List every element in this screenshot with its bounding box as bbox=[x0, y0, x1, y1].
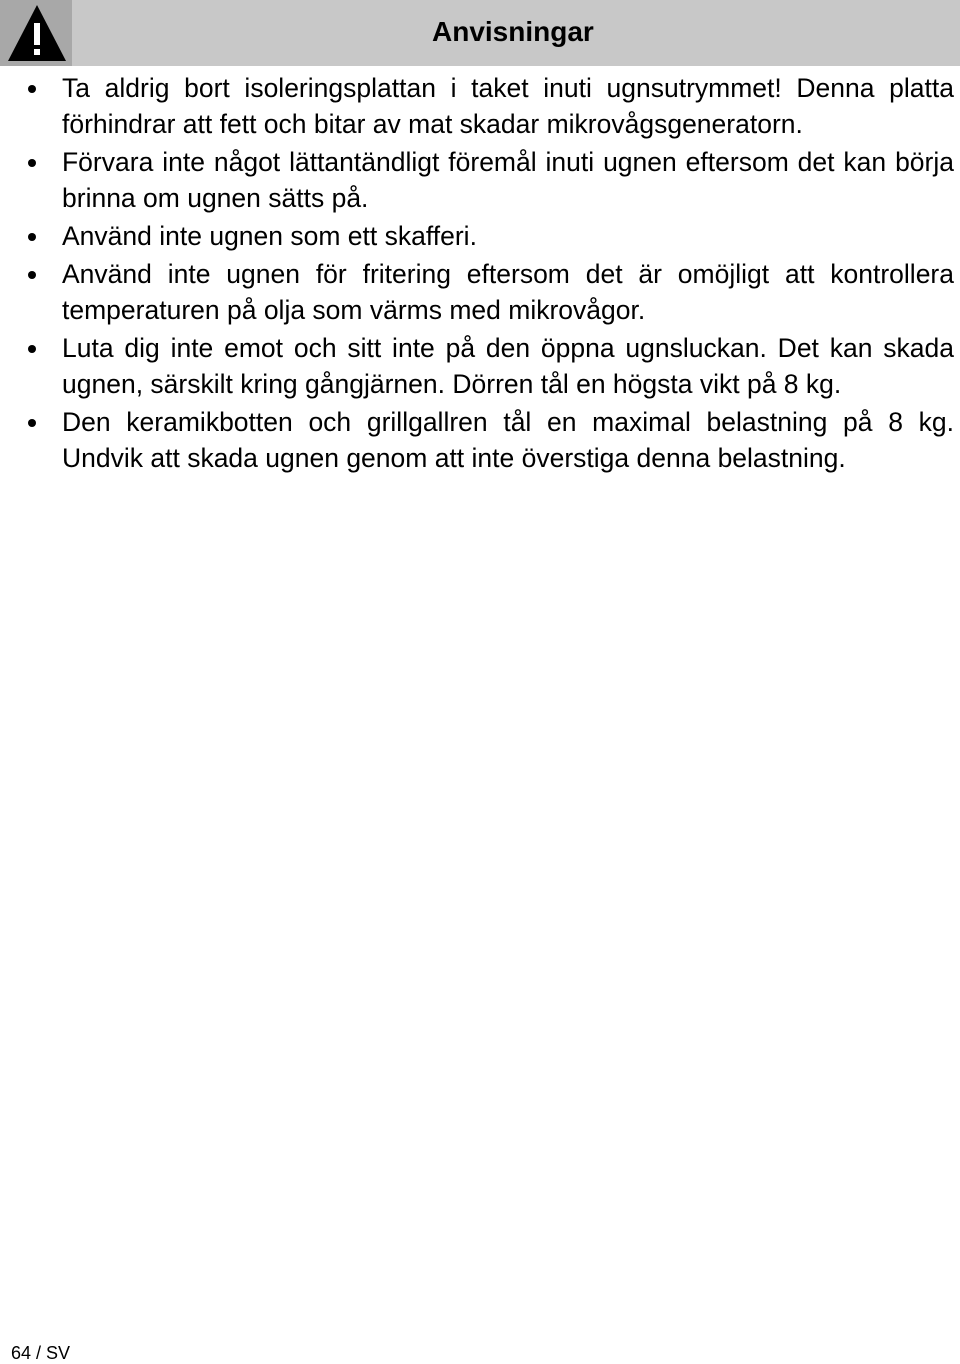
section-header bbox=[0, 0, 960, 66]
page-number: 64 / SV bbox=[11, 1343, 71, 1363]
bullet-icon bbox=[28, 233, 36, 241]
list-item-text: Ta aldrig bort isoleringsplattan i taket inuti ugnsutrymmet! Denna platta förhindrar att fett och bitar av mat skadar mikrovågsgeneratorn. bbox=[62, 73, 954, 139]
list-item-text: Använd inte ugnen för fritering eftersom det är omöjligt att kontrollera temperaturen på olja som värms med mikrovågor. bbox=[62, 259, 954, 325]
section-title: Anvisningar bbox=[432, 16, 594, 47]
list-item bbox=[0, 218, 960, 254]
bullet-icon bbox=[28, 345, 36, 353]
list-item bbox=[0, 70, 960, 142]
bullet-icon bbox=[28, 419, 36, 427]
warning-box bbox=[0, 0, 72, 66]
instruction-list bbox=[0, 70, 960, 478]
list-item bbox=[0, 404, 960, 476]
list-item bbox=[0, 256, 960, 328]
list-item bbox=[0, 330, 960, 402]
bullet-icon bbox=[28, 159, 36, 167]
bullet-icon bbox=[28, 85, 36, 93]
list-item-text: Använd inte ugnen som ett skafferi. bbox=[62, 221, 477, 251]
list-item-text: Luta dig inte emot och sitt inte på den öppna ugnsluckan. Det kan skada ugnen, särskilt kring gångjärnen. Dörren tål en högsta vikt på 8 kg. bbox=[62, 333, 954, 399]
list-item-text: Förvara inte något lättantändligt föremål inuti ugnen eftersom det kan börja brinna om ugnen sätts på. bbox=[62, 147, 954, 213]
list-item bbox=[0, 144, 960, 216]
bullet-icon bbox=[28, 271, 36, 279]
list-item-text: Den keramikbotten och grillgallren tål en maximal belastning på 8 kg. Undvik att skada ugnen genom att inte överstiga denna belastning. bbox=[62, 407, 954, 473]
